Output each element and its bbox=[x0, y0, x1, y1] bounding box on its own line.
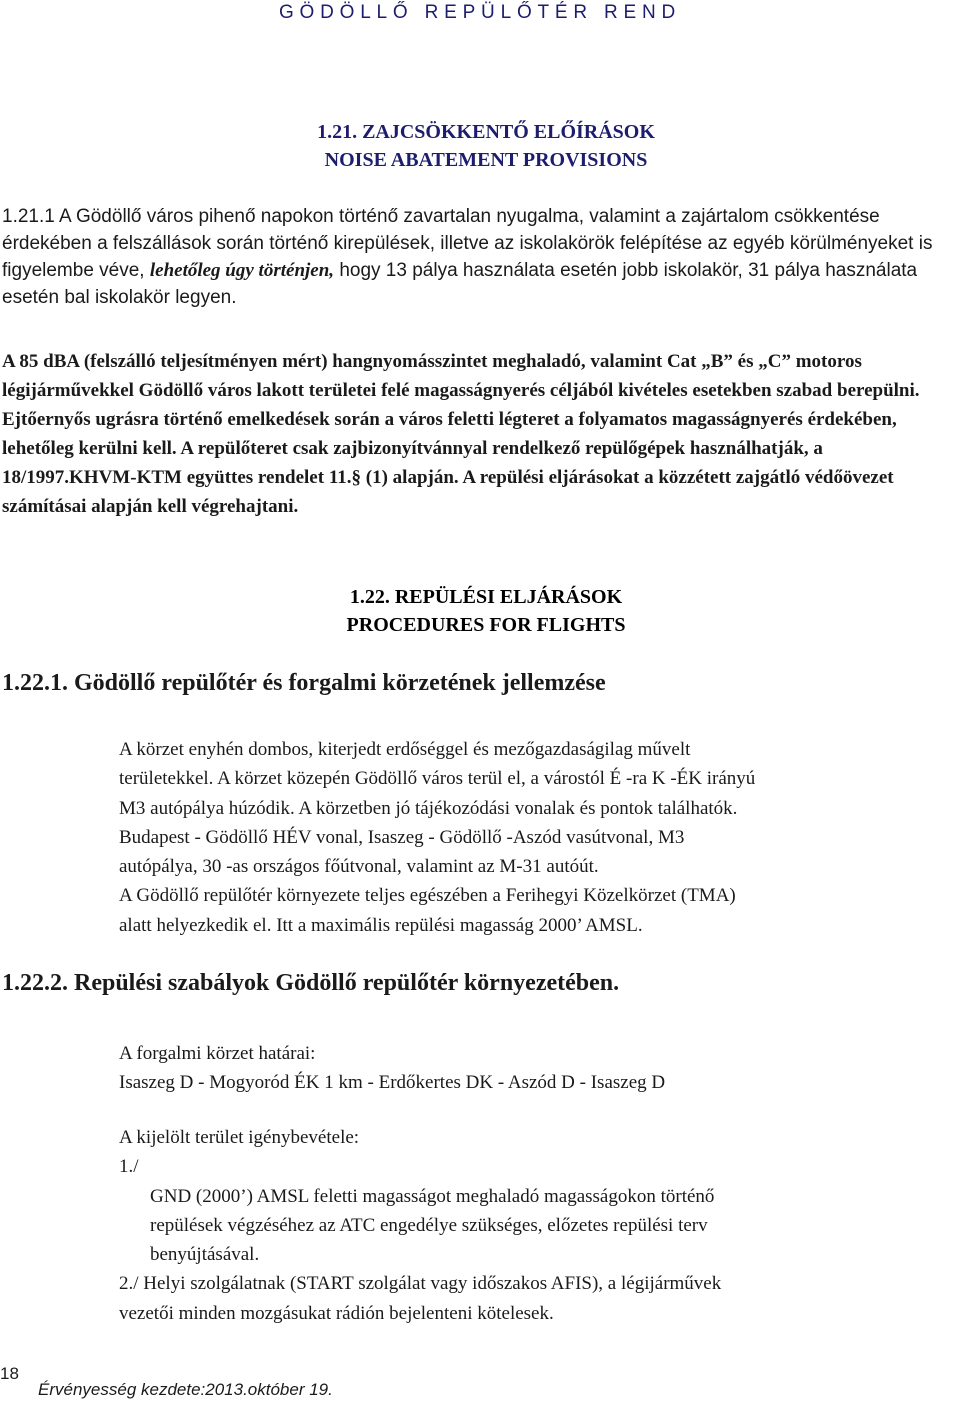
validity-date: Érvényesség kezdete:2013.október 19. bbox=[38, 1380, 333, 1399]
text-line: A körzet enyhén dombos, kiterjedt erdőséggel és mezőgazdaságilag művelt bbox=[119, 739, 691, 760]
text-line: M3 autópálya húzódik. A körzetben jó tájékozódási vonalak és pontok találhatók. bbox=[119, 797, 738, 819]
text-line: alatt helyezkedik el. Itt a maximális repülési magasság 2000’ AMSL. bbox=[119, 914, 643, 936]
item-line: 2./ Helyi szolgálatnak (START szolgálat vagy időszakos AFIS), a légijárművek bbox=[119, 1273, 722, 1295]
section-title-hu: 1.21. ZAJCSÖKKENTŐ ELŐÍRÁSOK bbox=[317, 121, 655, 143]
area-value: Isaszeg D - Mogyoród ÉK 1 km - Erdőkertes DK - Aszód D - Isaszeg D bbox=[119, 1072, 666, 1094]
item-line: vezetői minden mozgásukat rádión bejelenteni kötelesek. bbox=[119, 1302, 554, 1324]
traffic-area-bounds bbox=[119, 1039, 949, 1098]
section-title-noise bbox=[0, 118, 960, 174]
para1-text-before: 1.21.1 A Gödöllő város pihenő napokon történő zavartalan nyugalma, valamint a zajártalom csökkentése érdekében a felszállások során történő kirepülések, illetve az iskolakörök felépítése az egyéb körülményeket is figyelembe véve, bbox=[2, 206, 933, 281]
para1-text-after: hogy 13 pálya használata esetén jobb iskolakör, 31 pálya használata esetén bal iskolakör legyen. bbox=[2, 260, 918, 308]
area-description bbox=[119, 735, 949, 940]
item-line: GND (2000’) AMSL feletti magasságot meghaladó magasságokon történő bbox=[150, 1185, 715, 1207]
area-label: A forgalmi körzet határai: bbox=[119, 1043, 316, 1064]
item-number: 1./ bbox=[119, 1156, 139, 1178]
text-line: Budapest - Gödöllő HÉV vonal, Isaszeg - Gödöllő -Aszód vasútvonal, M3 bbox=[119, 826, 685, 848]
section-title-en: PROCEDURES FOR FLIGHTS bbox=[346, 614, 626, 636]
noise-paragraph-2: A 85 dBA (felszálló teljesítményen mért) hangnyomásszintet meghaladó, valamint Cat „B” és „C” motoros légijárművekkel Gödöllő város lakott területei felé magasságnyerés céljából kivételes esetekben szabad berepülni. Ejtőernyős ugrásra történő emelkedések során a város feletti légteret a folyamatos magasságnyerés érdekében, lehetőleg kerülni kell. A repülőteret csak zajbizonyítvánnyal rendelkező repülőgépek használhatják, a 18/1997.KHVM-KTM együttes rendelet 11.§ (1) alapján. A repülési eljárásokat a közzétett zajgátló védőövezet számításai alapján kell végrehajtani. bbox=[2, 351, 920, 517]
usage-label: A kijelölt terület igénybevétele: bbox=[119, 1127, 360, 1148]
area-usage bbox=[119, 1123, 949, 1328]
section-title-procedures bbox=[0, 583, 960, 639]
text-line: A Gödöllő repülőtér környezete teljes egészében a Ferihegyi Közelkörzet (TMA) bbox=[119, 885, 736, 907]
section-title-hu: 1.22. REPÜLÉSI ELJÁRÁSOK bbox=[349, 586, 623, 608]
item-line: benyújtásával. bbox=[150, 1244, 260, 1266]
document-header: GÖDÖLLŐ REPÜLŐTÉR REND bbox=[278, 2, 682, 23]
text-line: autópálya, 30 -as országos főútvonal, valamint az M-31 autóút. bbox=[119, 856, 599, 878]
subsection-heading-1: 1.22.1. Gödöllő repülőtér és forgalmi körzetének jellemzése bbox=[2, 670, 606, 696]
item-line: repülések végzéséhez az ATC engedélye szükséges, előzetes repülési terv bbox=[150, 1214, 708, 1236]
subsection-heading-2: 1.22.2. Repülési szabályok Gödöllő repülőtér környezetében. bbox=[2, 970, 620, 996]
page-number: 18 bbox=[0, 1364, 19, 1383]
para1-emphasis: lehetőleg úgy történjen, bbox=[149, 260, 335, 281]
section-title-en: NOISE ABATEMENT PROVISIONS bbox=[324, 149, 648, 171]
text-line: területekkel. A körzet közepén Gödöllő város terül el, a várostól É -ra K -ÉK irányú bbox=[119, 768, 756, 790]
noise-paragraph-1 bbox=[2, 203, 952, 311]
